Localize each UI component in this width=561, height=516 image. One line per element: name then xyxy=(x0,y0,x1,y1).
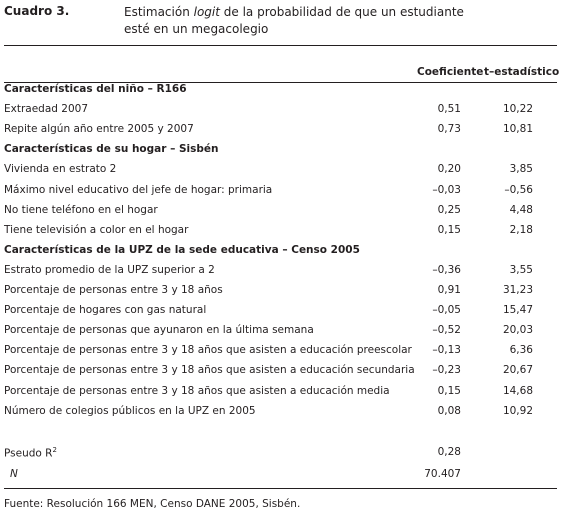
n-row xyxy=(4,466,557,485)
table-row xyxy=(4,342,557,361)
t-statistic-cell: 15,47 xyxy=(502,304,533,317)
coefficient-cell: 0,91 xyxy=(437,284,461,296)
coefficient-cell: 0,51 xyxy=(437,103,461,116)
top-rule xyxy=(4,45,557,46)
t-statistic-cell: 6,36 xyxy=(509,344,533,357)
coefficient-cell: –0,36 xyxy=(432,263,461,276)
section-label: Características de su hogar – Sisbén xyxy=(4,143,219,156)
n-value: 70.407 xyxy=(424,468,461,480)
coefficient-cell: –0,52 xyxy=(432,324,461,337)
variable-label: Porcentaje de personas entre 3 y 18 años xyxy=(4,284,223,296)
section-header-row xyxy=(4,81,557,100)
coefficient-cell: –0,23 xyxy=(432,364,461,377)
t-statistic-cell: 3,85 xyxy=(509,163,533,176)
t-statistic-cell: 2,18 xyxy=(509,223,533,236)
column-header-coeficiente: Coeficiente xyxy=(417,66,484,78)
section-header-row xyxy=(4,242,557,261)
variable-label: Porcentaje de personas entre 3 y 18 años que asisten a educación preescolar xyxy=(4,344,412,357)
table-row xyxy=(4,222,557,241)
n-label: N xyxy=(10,468,18,480)
column-header-t-estadistico: t–estadístico xyxy=(484,66,560,78)
variable-label: Porcentaje de personas entre 3 y 18 años que asisten a educación secundaria xyxy=(4,364,415,377)
title-text-end: de la probabilidad de que un estudiante esté en un megacolegio xyxy=(124,5,464,36)
bottom-rule xyxy=(4,488,557,489)
section-label: Características de la UPZ de la sede educativa – Censo 2005 xyxy=(4,243,360,256)
variable-label: Porcentaje de personas que ayunaron en la última semana xyxy=(4,324,314,337)
table-number: Cuadro 3. xyxy=(4,4,70,18)
variable-label: Porcentaje de personas entre 3 y 18 años que asisten a educación media xyxy=(4,384,390,397)
variable-label: No tiene teléfono en el hogar xyxy=(4,203,158,216)
table-row xyxy=(4,101,557,120)
coefficient-cell: –0,05 xyxy=(432,304,461,317)
table-title xyxy=(124,4,484,38)
section-header-row xyxy=(4,141,557,160)
pseudo-r2-superscript: 2 xyxy=(52,446,57,454)
variable-label: Repite algún año entre 2005 y 2007 xyxy=(4,123,194,136)
pseudo-r2-label xyxy=(4,446,57,460)
t-statistic-cell: 10,22 xyxy=(502,103,533,116)
variable-label: Estrato promedio de la UPZ superior a 2 xyxy=(4,263,215,276)
variable-label: Porcentaje de hogares con gas natural xyxy=(4,304,207,317)
t-statistic-cell: 10,81 xyxy=(502,123,533,136)
pseudo-r2-label-text: Pseudo R xyxy=(4,447,53,460)
coefficient-cell: 0,73 xyxy=(437,123,461,136)
coefficient-cell: 0,15 xyxy=(437,223,461,236)
title-text-italic: logit xyxy=(193,5,220,19)
table-row xyxy=(4,202,557,221)
table-row xyxy=(4,322,557,341)
t-statistic-cell: 3,55 xyxy=(509,263,533,276)
coefficient-cell: –0,13 xyxy=(432,344,461,357)
variable-label: Máximo nivel educativo del jefe de hogar: primaria xyxy=(4,183,273,196)
coefficient-cell: 0,15 xyxy=(437,384,461,397)
t-statistic-cell: 20,67 xyxy=(502,364,533,377)
table-row xyxy=(4,262,557,281)
t-statistic-cell: –0,56 xyxy=(504,183,533,196)
pseudo-r2-value: 0,28 xyxy=(437,446,461,458)
coefficient-cell: 0,08 xyxy=(437,404,461,417)
table-row xyxy=(4,161,557,180)
section-label: Características del niño – R166 xyxy=(4,83,187,95)
t-statistic-cell: 4,48 xyxy=(509,203,533,216)
table-row xyxy=(4,282,557,301)
coefficient-cell: 0,25 xyxy=(437,203,461,216)
table-row xyxy=(4,403,557,422)
t-statistic-cell: 31,23 xyxy=(502,284,533,296)
t-statistic-cell: 14,68 xyxy=(502,384,533,397)
table-row xyxy=(4,121,557,140)
t-statistic-cell: 10,92 xyxy=(502,404,533,417)
table-row xyxy=(4,383,557,402)
source-note: Fuente: Resolución 166 MEN, Censo DANE 2005, Sisbén. xyxy=(4,498,301,510)
variable-label: Número de colegios públicos en la UPZ en 2005 xyxy=(4,404,256,417)
coefficient-cell: 0,20 xyxy=(437,163,461,176)
table-row xyxy=(4,182,557,201)
variable-label: Tiene televisión a color en el hogar xyxy=(4,223,189,236)
variable-label: Extraedad 2007 xyxy=(4,103,88,116)
table-row xyxy=(4,302,557,321)
variable-label: Vivienda en estrato 2 xyxy=(4,163,117,176)
title-text-start: Estimación xyxy=(124,5,194,19)
t-statistic-cell: 20,03 xyxy=(502,324,533,337)
coefficient-cell: –0,03 xyxy=(432,183,461,196)
pseudo-r2-row xyxy=(4,444,557,463)
table-row xyxy=(4,362,557,381)
